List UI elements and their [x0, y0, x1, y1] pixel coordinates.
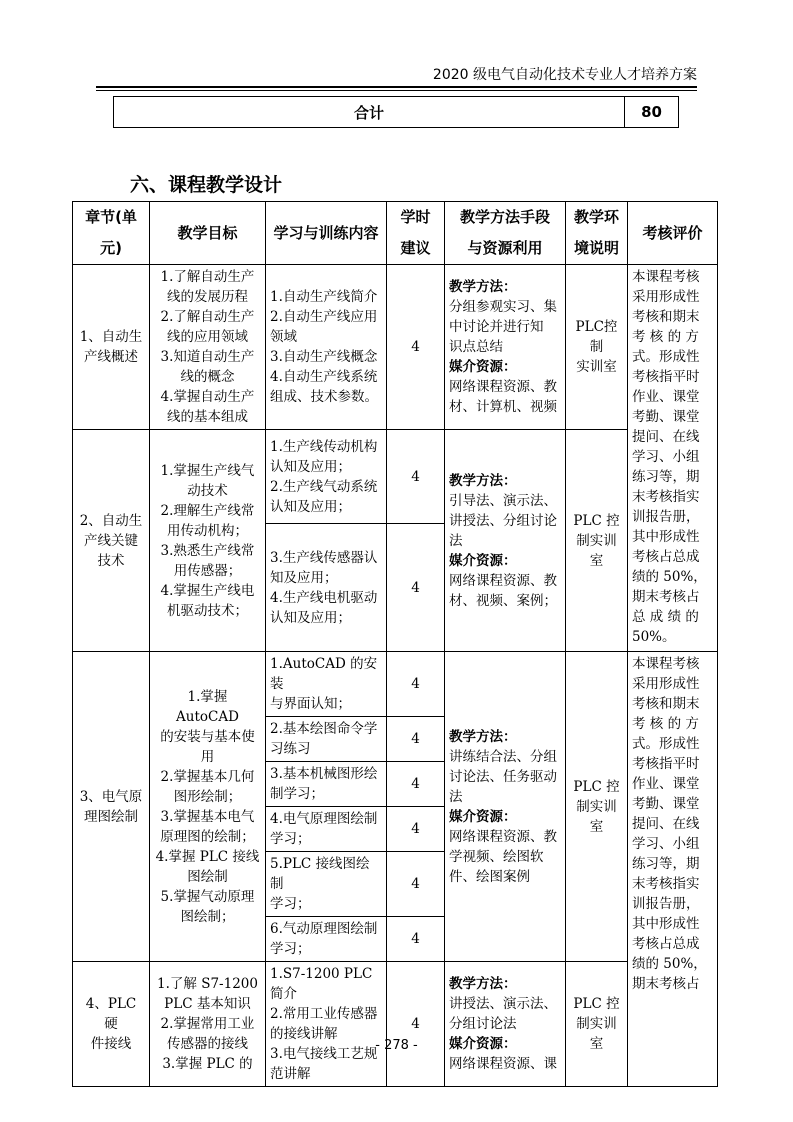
table-row: [73, 265, 718, 430]
total-label: 合计: [114, 97, 625, 128]
chapter-cell: 4、PLC 硬 件接线: [73, 962, 150, 1087]
content-cell: 3.生产线传感器认 知及应用； 4.生产线电机驱动 认知及应用；: [266, 524, 387, 652]
chapter-cell: 2、自动生 产线关键 技术: [73, 430, 150, 652]
method-cell: 教学方法： 分组参观实习、集 中讨论并进行知 识点总结 媒介资源： 网络课程资源、教 材、计算机、视频: [445, 265, 566, 430]
content-cell: 3.基本机械图形绘 制学习；: [266, 762, 387, 807]
header-assess: 考核评价: [628, 202, 718, 265]
method-label: 教学方法：: [449, 728, 517, 745]
env-cell: PLC 控 制实训 室: [566, 652, 628, 962]
hours-cell: 4: [387, 762, 445, 807]
page-number: - 278 -: [375, 1038, 418, 1053]
env-cell: PLC控制 实训室: [566, 265, 628, 430]
total-table: [113, 96, 679, 128]
total-value: 80: [625, 97, 679, 128]
env-cell: PLC 控 制实训 室: [566, 962, 628, 1087]
method-label: 教学方法：: [449, 976, 517, 992]
header-rule-thin: [96, 90, 697, 91]
content-cell: 1.AutoCAD 的安装 与界面认知；: [266, 652, 387, 717]
goal-cell: 1.掌握 AutoCAD 的安装与基本使 用 2.掌握基本几何 图形绘制； 3.掌握基本电气 原理图的绘制； 4.掌握 PLC 接线 图绘制 5.掌握气动原理 图绘制；: [150, 652, 266, 962]
total-row: [114, 97, 679, 128]
media-label: 媒介资源：: [449, 808, 517, 825]
method-cell: 教学方法： 引导法、演示法、 讲授法、分组讨论 法 媒介资源： 网络课程资源、教 材、视频、案例；: [445, 430, 566, 652]
method-label: 教学方法：: [449, 472, 517, 489]
hours-cell: 4: [387, 917, 445, 962]
course-design-table: [72, 201, 718, 1087]
goal-cell: 1.了解自动生产 线的发展历程 2.了解自动生产 线的应用领域 3.知道自动生产 线的概念 4.掌握自动生产 线的基本组成: [150, 265, 266, 430]
hours-cell: 4: [387, 717, 445, 762]
goal-cell: 1.掌握生产线气 动技术 2.理解生产线常 用传动机构； 3.熟悉生产线常 用传感器； 4.掌握生产线电 机驱动技术；: [150, 430, 266, 652]
table-row: [73, 962, 718, 1087]
hours-cell: 4: [387, 852, 445, 917]
header-method: 教学方法手段 与资源利用: [445, 202, 566, 265]
content-cell: 1.生产线传动机构 认知及应用； 2.生产线气动系统 认知及应用；: [266, 430, 387, 524]
hours-cell: 4: [387, 430, 445, 524]
table-row: [73, 430, 718, 524]
hours-cell: 4: [387, 265, 445, 430]
hours-cell: 4: [387, 652, 445, 717]
chapter-cell: 3、电气原 理图绘制: [73, 652, 150, 962]
media-label: 媒介资源：: [449, 552, 517, 569]
content-cell: 4.电气原理图绘制 学习；: [266, 807, 387, 852]
media-label: 媒介资源：: [449, 359, 517, 375]
hours-cell: 4: [387, 962, 445, 1087]
document-header-title: 2020 级电气自动化技术专业人才培养方案: [432, 67, 697, 83]
hours-cell: 4: [387, 524, 445, 652]
content-cell: 2.基本绘图命令学 习练习: [266, 717, 387, 762]
table-row: [73, 652, 718, 717]
table-header-row: [73, 202, 718, 265]
section-title: 六、课程教学设计: [130, 174, 283, 196]
header-rule-thick: [96, 86, 697, 88]
header-env: 教学环 境说明: [566, 202, 628, 265]
media-label: 媒介资源：: [449, 1036, 517, 1052]
assessment-cell: 本课程考核 采用形成性 考核和期末 考 核 的 方 式。形成性 考核指平时 作业、课堂 考勤、课堂 提问、在线 学习、小组 练习等，期 末考核指实 训报告册， 其中形成性 考核占总成 绩的 50%， 期末考核占 总 成 绩 的 50%。: [628, 265, 718, 652]
content-cell: 5.PLC 接线图绘制 学习；: [266, 852, 387, 917]
header-content: 学习与训练内容: [266, 202, 387, 265]
method-cell: 教学方法： 讲练结合法、分组 讨论法、任务驱动 法 媒介资源： 网络课程资源、教 学视频、绘图软 件、绘图案例: [445, 652, 566, 962]
content-cell: 1.S7-1200 PLC 简介 2.常用工业传感器 的接线讲解 3.电气接线工艺规 范讲解: [266, 962, 387, 1087]
content-cell: 6.气动原理图绘制 学习；: [266, 917, 387, 962]
goal-cell: 1.了解 S7-1200 PLC 基本知识 2.掌握常用工业 传感器的接线 3.掌握 PLC 的: [150, 962, 266, 1087]
method-label: 教学方法：: [449, 279, 517, 295]
method-cell: 教学方法： 讲授法、演示法、 分组讨论法 媒介资源： 网络课程资源、课: [445, 962, 566, 1087]
assessment-cell: 本课程考核 采用形成性 考核和期末 考 核 的 方 式。形成性 考核指平时 作业、课堂 考勤、课堂 提问、在线 学习、小组 练习等，期 末考核指实 训报告册， 其中形成性 考核占总成 绩的 50%， 期末考核占: [628, 652, 718, 1087]
header-goal: 教学目标: [150, 202, 266, 265]
chapter-cell: 1、自动生 产线概述: [73, 265, 150, 430]
hours-cell: 4: [387, 807, 445, 852]
header-hours: 学时 建议: [387, 202, 445, 265]
content-cell: 1.自动生产线简介 2.自动生产线应用 领域 3.自动生产线概念 4.自动生产线系统 组成、技术参数。: [266, 265, 387, 430]
header-chapter: 章节(单 元): [73, 202, 150, 265]
env-cell: PLC 控 制实训 室: [566, 430, 628, 652]
